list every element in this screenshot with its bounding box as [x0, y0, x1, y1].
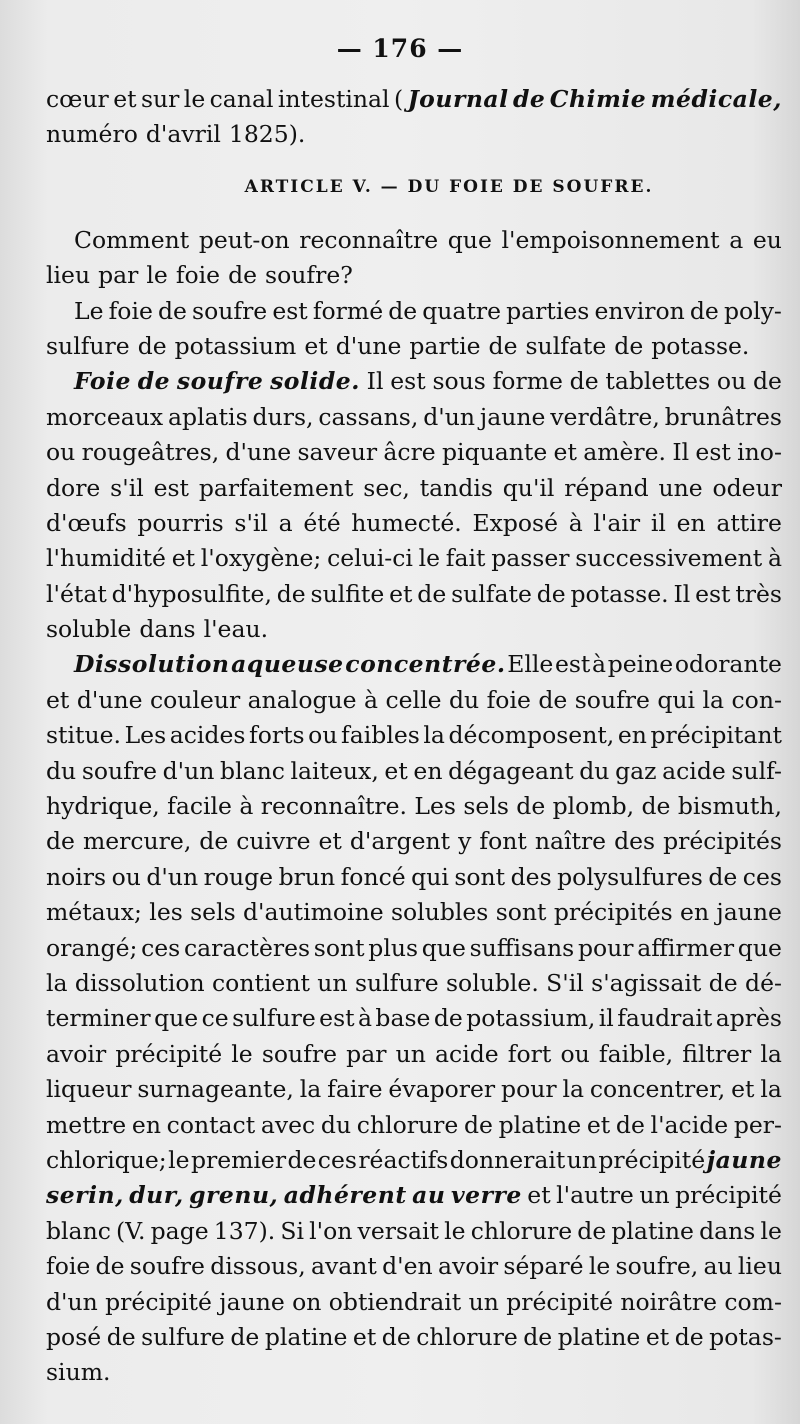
text-line: orangé; ces caractères sont plus que suffisans pour affirmer que — [46, 933, 782, 962]
text-line: soluble dans l'eau. — [46, 615, 269, 644]
text-line: Dissolution aqueuse concentrée. Elle est à peine odorante — [74, 650, 782, 679]
text-line: la dissolution contient un sulfure soluble. S'il s'agissait de dé- — [46, 968, 782, 997]
text-line: Comment peut-on reconnaître que l'empoisonnement a eu — [74, 225, 782, 254]
text-line: terminer que ce sulfure est à base de potassium, il faudrait après — [46, 1004, 782, 1033]
text-line: dore s'il est parfaitement sec, tandis qu'il répand une odeur — [46, 473, 782, 502]
text-line: blanc (V. page 137). Si l'on versait le chlorure de platine dans le — [46, 1216, 782, 1245]
text-line: posé de sulfure de platine et de chlorure de platine et de potas- — [46, 1322, 782, 1351]
section-heading: ARTICLE V. — DU FOIE DE SOUFRE. — [244, 177, 654, 198]
text-line: serin, dur, grenu, adhérent au verre et l'autre un précipité — [46, 1181, 782, 1210]
text-line: stitue. Les acides forts ou faibles la décomposent, en précipitant — [46, 721, 782, 750]
text-line: morceaux aplatis durs, cassans, d'un jaune verdâtre, brunâtres — [46, 402, 782, 431]
text-line: Foie de soufre solide. Il est sous forme de tablettes ou de — [74, 367, 782, 396]
text-line: lieu par le foie de soufre? — [46, 261, 353, 290]
text-line: noirs ou d'un rouge brun foncé qui sont des polysulfures de ces — [46, 862, 782, 891]
text-line: l'humidité et l'oxygène; celui-ci le fait passer successivement à — [46, 544, 782, 573]
text-line: sulfure de potassium et d'une partie de sulfate de potasse. — [46, 331, 750, 360]
text-line: foie de soufre dissous, avant d'en avoir séparé le soufre, au lieu — [46, 1252, 782, 1281]
text-line: hydrique, facile à reconnaître. Les sels de plomb, de bismuth, — [46, 792, 782, 821]
body-text — [46, 82, 782, 1391]
text-line: d'œufs pourris s'il a été humecté. Exposé à l'air il en attire — [46, 508, 782, 537]
text-line: liqueur surnageante, la faire évaporer pour la concentrer, et la — [46, 1075, 782, 1104]
page-number: — 176 — — [336, 34, 464, 63]
text-line: sium. — [46, 1358, 111, 1387]
text-line: du soufre d'un blanc laiteux, et en dégageant du gaz acide sulf- — [46, 756, 782, 785]
text-line: numéro d'avril 1825). — [46, 120, 306, 149]
text-line: chlorique; le premier de ces réactifs donnerait un précipité jaune — [46, 1145, 782, 1174]
text-line: et d'une couleur analogue à celle du foie de soufre qui la con- — [46, 685, 782, 714]
text-line: d'un précipité jaune on obtiendrait un précipité noirâtre com- — [46, 1287, 782, 1316]
text-line: mettre en contact avec du chlorure de platine et de l'acide per- — [46, 1110, 782, 1139]
text-line: métaux; les sels d'autimoine solubles sont précipités en jaune — [46, 898, 782, 927]
text-line: l'état d'hyposulfite, de sulfite et de sulfate de potasse. Il est très — [46, 579, 782, 608]
text-line: avoir précipité le soufre par un acide fort ou faible, filtrer la — [46, 1039, 782, 1068]
text-line: ou rougeâtres, d'une saveur âcre piquante et amère. Il est ino- — [46, 438, 782, 467]
text-line: cœur et sur le canal intestinal ( Journal de Chimie médicale, — [46, 85, 782, 113]
text-line: de mercure, de cuivre et d'argent y font naître des précipités — [46, 827, 782, 856]
text-line: Le foie de soufre est formé de quatre parties environ de poly- — [74, 296, 782, 325]
